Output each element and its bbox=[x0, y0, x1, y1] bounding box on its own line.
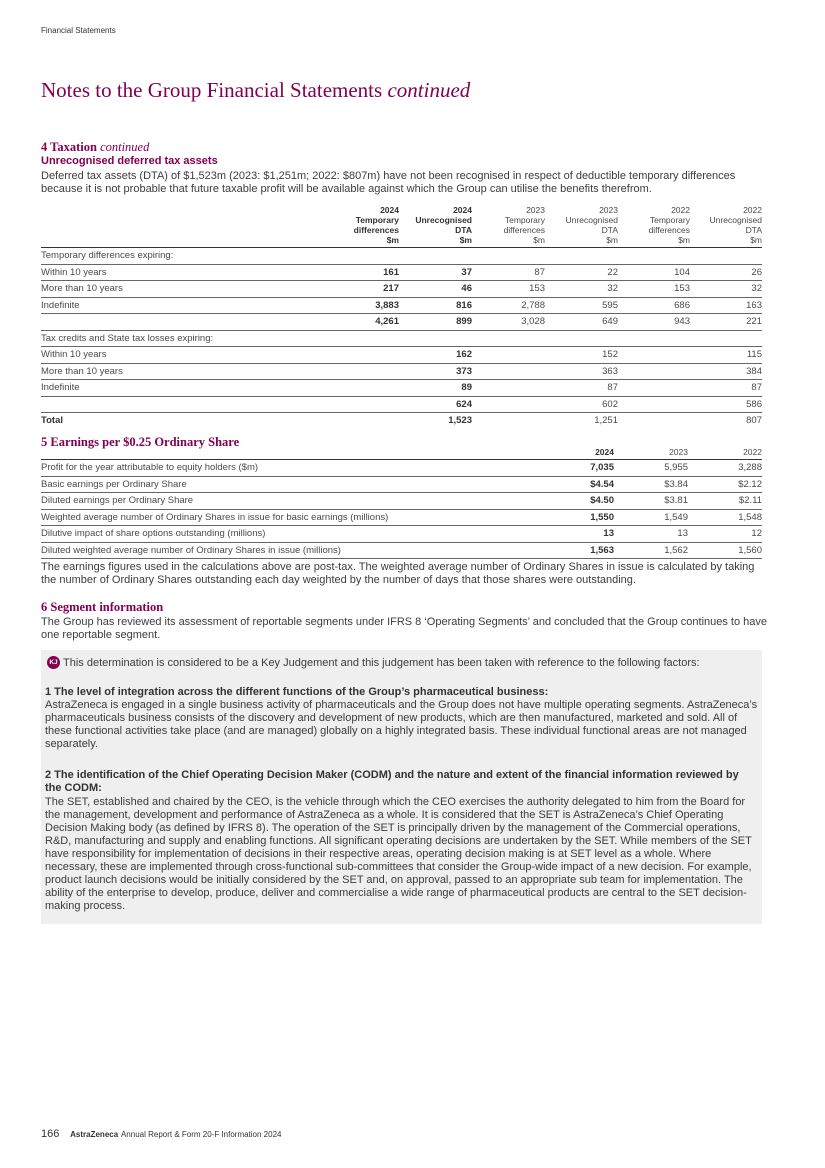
row-value: 115 bbox=[690, 347, 762, 364]
row-value: 153 bbox=[472, 281, 545, 298]
row-value: 373 bbox=[399, 363, 472, 380]
page-title-suffix: continued bbox=[387, 78, 471, 102]
row-value: 816 bbox=[399, 297, 472, 314]
table-row bbox=[41, 493, 762, 510]
header-section-label: Financial Statements bbox=[41, 26, 116, 35]
column-header-line: Unrecognised bbox=[565, 215, 618, 225]
column-header-line: differences bbox=[648, 225, 690, 235]
column-header: 2022 bbox=[688, 443, 762, 460]
row-value: $3.84 bbox=[614, 476, 688, 493]
row-value bbox=[472, 396, 545, 413]
row-label: Within 10 years bbox=[41, 264, 326, 281]
row-value bbox=[472, 380, 545, 397]
row-value: 1,550 bbox=[541, 509, 614, 526]
table-section-label-row bbox=[41, 330, 762, 347]
table-row bbox=[41, 264, 762, 281]
key-judgement-item2-text: The SET, established and chaired by the CEO, is the vehicle through which the CEO exercises the authority delegated to him from the Board for the management, development and performance of AstraZeneca as a whole. It is considered that the SET is AstraZeneca’s Chief Operating Decision Making body (as defined by IFRS 8). The operation of the SET is principally driven by the management of the Commercial operations, R&D, manufacturing and supply and enabling functions. All significant operating decisions are undertaken by the SET. While members of the SET have responsibility for implementation of decisions in their respective areas, operating decision making is at SET level as a whole. Where necessary, these are implemented through cross-functional sub-committees that consider the Group-wide impact of a new decision. For example, product launch decisions would be initially considered by the SET and, on approval, passed to an appropriate sub team for implementation. The ability of the enterprise to develop, produce, deliver and commercialise a wide range of pharmaceutical products are central to the SET decision-making process. bbox=[45, 796, 752, 912]
row-value: 624 bbox=[399, 396, 472, 413]
column-header bbox=[618, 205, 690, 248]
row-value: 4,261 bbox=[326, 314, 399, 331]
row-label: Diluted weighted average number of Ordinary Shares in issue (millions) bbox=[41, 542, 541, 559]
row-value bbox=[326, 347, 399, 364]
row-value: 1,251 bbox=[594, 415, 618, 427]
row-label bbox=[41, 396, 326, 413]
row-label: Diluted earnings per Ordinary Share bbox=[41, 493, 541, 510]
table-row bbox=[41, 380, 762, 397]
column-header-line: $m bbox=[386, 235, 399, 245]
row-value: 595 bbox=[545, 297, 618, 314]
column-header bbox=[399, 205, 472, 248]
column-header-line: differences bbox=[503, 225, 545, 235]
row-value: 87 bbox=[545, 380, 618, 397]
section-label: Tax credits and State tax losses expiring: bbox=[41, 330, 762, 347]
row-value: $4.50 bbox=[541, 493, 614, 510]
column-header-line: Unrecognised bbox=[415, 215, 472, 225]
taxation-title bbox=[41, 140, 149, 155]
row-value: 1,560 bbox=[688, 542, 762, 559]
key-judgement-intro-text: This determination is considered to be a Key Judgement and this judgement has been taken with reference to the following factors: bbox=[63, 656, 700, 669]
row-value: 3,288 bbox=[688, 460, 762, 477]
row-value: 686 bbox=[618, 297, 690, 314]
row-value: 163 bbox=[690, 297, 762, 314]
row-label: Total bbox=[41, 415, 63, 427]
row-value bbox=[618, 347, 690, 364]
row-value: 1,562 bbox=[614, 542, 688, 559]
key-judgement-item2-heading: 2 The identification of the Chief Operating Decision Maker (CODM) and the nature and extent of the financial information reviewed by the CODM: bbox=[45, 769, 739, 794]
column-header-line: $m bbox=[533, 235, 545, 245]
subtotal-row bbox=[41, 314, 762, 331]
page-number: 166 bbox=[41, 1128, 60, 1140]
row-value: 1,548 bbox=[688, 509, 762, 526]
row-value: $2.11 bbox=[688, 493, 762, 510]
row-label: Profit for the year attributable to equity holders ($m) bbox=[41, 460, 541, 477]
column-header-line: 2023 bbox=[599, 205, 618, 215]
row-value: 89 bbox=[399, 380, 472, 397]
row-value: 807 bbox=[746, 415, 762, 427]
row-value: 217 bbox=[326, 281, 399, 298]
row-value: 649 bbox=[545, 314, 618, 331]
column-header-line: $m bbox=[750, 235, 762, 245]
table-header-row bbox=[41, 205, 762, 248]
table-section-label-row bbox=[41, 248, 762, 265]
table-row bbox=[41, 297, 762, 314]
footer-brand: AstraZeneca bbox=[70, 1130, 119, 1139]
row-value: 87 bbox=[690, 380, 762, 397]
row-value bbox=[472, 347, 545, 364]
row-value: 3,028 bbox=[472, 314, 545, 331]
table-row bbox=[41, 526, 762, 543]
key-judgement-item1-text: AstraZeneca is engaged in a single business activity of pharmaceuticals and the Group does not have multiple operating segments. AstraZeneca’s pharmaceuticals business consists of the discovery and development of new products, which are then manufactured, marketed and sold. All of these functional activities take place (and are managed) globally on a highly integrated basis. These individual functional areas are not managed separately. bbox=[45, 699, 758, 750]
row-value bbox=[472, 363, 545, 380]
table-row bbox=[41, 363, 762, 380]
row-value: 22 bbox=[545, 264, 618, 281]
taxation-title-main: 4 Taxation bbox=[41, 140, 97, 154]
eps-paragraph: The earnings figures used in the calculations above are post-tax. The weighted average number of Ordinary Shares in issue is calculated by taking the number of Ordinary Shares outstanding each day weighted by the number of days that those shares were outstanding. bbox=[41, 561, 755, 586]
row-value: 1,549 bbox=[614, 509, 688, 526]
column-header bbox=[690, 205, 762, 248]
column-header-line: $m bbox=[606, 235, 618, 245]
column-header-line: Unrecognised bbox=[709, 215, 762, 225]
row-value: 32 bbox=[545, 281, 618, 298]
eps-title: 5 Earnings per $0.25 Ordinary Share bbox=[41, 435, 240, 449]
segment-paragraph: The Group has reviewed its assessment of reportable segments under IFRS 8 ‘Operating Segments’ and concluded that the Group continues to have one reportable segment. bbox=[41, 616, 767, 641]
unrecognised-dta-table bbox=[41, 205, 762, 429]
row-value: 5,955 bbox=[614, 460, 688, 477]
row-label: Dilutive impact of share options outstanding (millions) bbox=[41, 526, 541, 543]
subtotal-row bbox=[41, 396, 762, 413]
key-judgement-intro bbox=[47, 656, 700, 669]
row-value: 26 bbox=[690, 264, 762, 281]
column-header-line: 2024 bbox=[453, 205, 472, 215]
row-value bbox=[326, 413, 399, 429]
row-label: More than 10 years bbox=[41, 281, 326, 298]
taxation-title-suffix: continued bbox=[100, 140, 150, 154]
table-row bbox=[41, 542, 762, 559]
column-header-line: Temporary bbox=[649, 215, 690, 225]
column-header: 2023 bbox=[614, 443, 688, 460]
column-header: 2024 bbox=[541, 443, 614, 460]
row-value: $3.81 bbox=[614, 493, 688, 510]
row-value: 2,788 bbox=[472, 297, 545, 314]
row-value: 384 bbox=[690, 363, 762, 380]
row-value: 899 bbox=[399, 314, 472, 331]
row-value: 13 bbox=[541, 526, 614, 543]
row-value: 363 bbox=[545, 363, 618, 380]
row-value: 162 bbox=[399, 347, 472, 364]
footer-document-title: Annual Report & Form 20-F Information 2024 bbox=[120, 1130, 282, 1139]
segment-title: 6 Segment information bbox=[41, 600, 164, 614]
row-label: Within 10 years bbox=[41, 347, 326, 364]
column-header-line: $m bbox=[678, 235, 690, 245]
taxation-paragraph: Deferred tax assets (DTA) of $1,523m (2023: $1,251m; 2022: $807m) have not been recognised in respect of deductible temporary differences because it is not probable that future taxable profit will be available against which the Group can utilise the benefits therefrom. bbox=[41, 170, 736, 195]
row-value bbox=[618, 396, 690, 413]
page-title-main: Notes to the Group Financial Statements bbox=[41, 78, 383, 102]
table-row bbox=[41, 460, 762, 477]
column-header-line: Temporary bbox=[504, 215, 545, 225]
eps-table bbox=[41, 443, 762, 559]
row-value: 37 bbox=[399, 264, 472, 281]
row-value: 13 bbox=[614, 526, 688, 543]
row-value bbox=[326, 363, 399, 380]
column-header-line: 2024 bbox=[380, 205, 399, 215]
row-value: 1,563 bbox=[541, 542, 614, 559]
table-header-row bbox=[41, 443, 762, 460]
row-value: 943 bbox=[618, 314, 690, 331]
row-value: 7,035 bbox=[541, 460, 614, 477]
row-value: 221 bbox=[690, 314, 762, 331]
row-label: More than 10 years bbox=[41, 363, 326, 380]
row-value bbox=[618, 413, 690, 429]
total-row bbox=[41, 413, 762, 429]
column-header-line: Temporary bbox=[355, 215, 399, 225]
row-value bbox=[618, 380, 690, 397]
column-header-line: 2023 bbox=[526, 205, 545, 215]
row-label: Weighted average number of Ordinary Shares in issue for basic earnings (millions) bbox=[41, 509, 541, 526]
row-value: $4.54 bbox=[541, 476, 614, 493]
table-row bbox=[41, 281, 762, 298]
unrecognised-dta-subheading: Unrecognised deferred tax assets bbox=[41, 155, 218, 167]
column-header-line: DTA bbox=[745, 225, 762, 235]
column-header bbox=[545, 205, 618, 248]
column-header bbox=[472, 205, 545, 248]
row-value bbox=[326, 380, 399, 397]
table-row bbox=[41, 347, 762, 364]
row-value bbox=[472, 413, 545, 429]
row-value: 153 bbox=[618, 281, 690, 298]
row-value bbox=[618, 363, 690, 380]
row-value: 586 bbox=[690, 396, 762, 413]
row-value: 602 bbox=[545, 396, 618, 413]
table-row bbox=[41, 476, 762, 493]
section-label: Temporary differences expiring: bbox=[41, 248, 762, 265]
row-value: $2.12 bbox=[688, 476, 762, 493]
row-value: 87 bbox=[472, 264, 545, 281]
page-title bbox=[41, 78, 470, 103]
column-header bbox=[326, 205, 399, 248]
table-row bbox=[41, 509, 762, 526]
column-header-line: DTA bbox=[601, 225, 618, 235]
row-value bbox=[326, 396, 399, 413]
row-label: Indefinite bbox=[41, 297, 326, 314]
column-header-line: 2022 bbox=[743, 205, 762, 215]
row-value: 161 bbox=[326, 264, 399, 281]
row-value: 46 bbox=[399, 281, 472, 298]
row-value: 32 bbox=[690, 281, 762, 298]
row-label: Indefinite bbox=[41, 380, 326, 397]
column-header-line: DTA bbox=[455, 225, 472, 235]
column-header-line: 2022 bbox=[671, 205, 690, 215]
column-header-line: $m bbox=[459, 235, 472, 245]
key-judgement-item1-heading: 1 The level of integration across the different functions of the Group’s pharmaceutical business: bbox=[45, 686, 549, 698]
row-value: 12 bbox=[688, 526, 762, 543]
column-header-line: differences bbox=[353, 225, 399, 235]
row-value: 152 bbox=[545, 347, 618, 364]
key-judgement-badge-icon: KJ bbox=[47, 656, 60, 669]
row-label: Basic earnings per Ordinary Share bbox=[41, 476, 541, 493]
row-value: 1,523 bbox=[448, 415, 472, 427]
row-value: 3,883 bbox=[326, 297, 399, 314]
row-label bbox=[41, 314, 326, 331]
row-value: 104 bbox=[618, 264, 690, 281]
page-footer bbox=[41, 1128, 281, 1140]
